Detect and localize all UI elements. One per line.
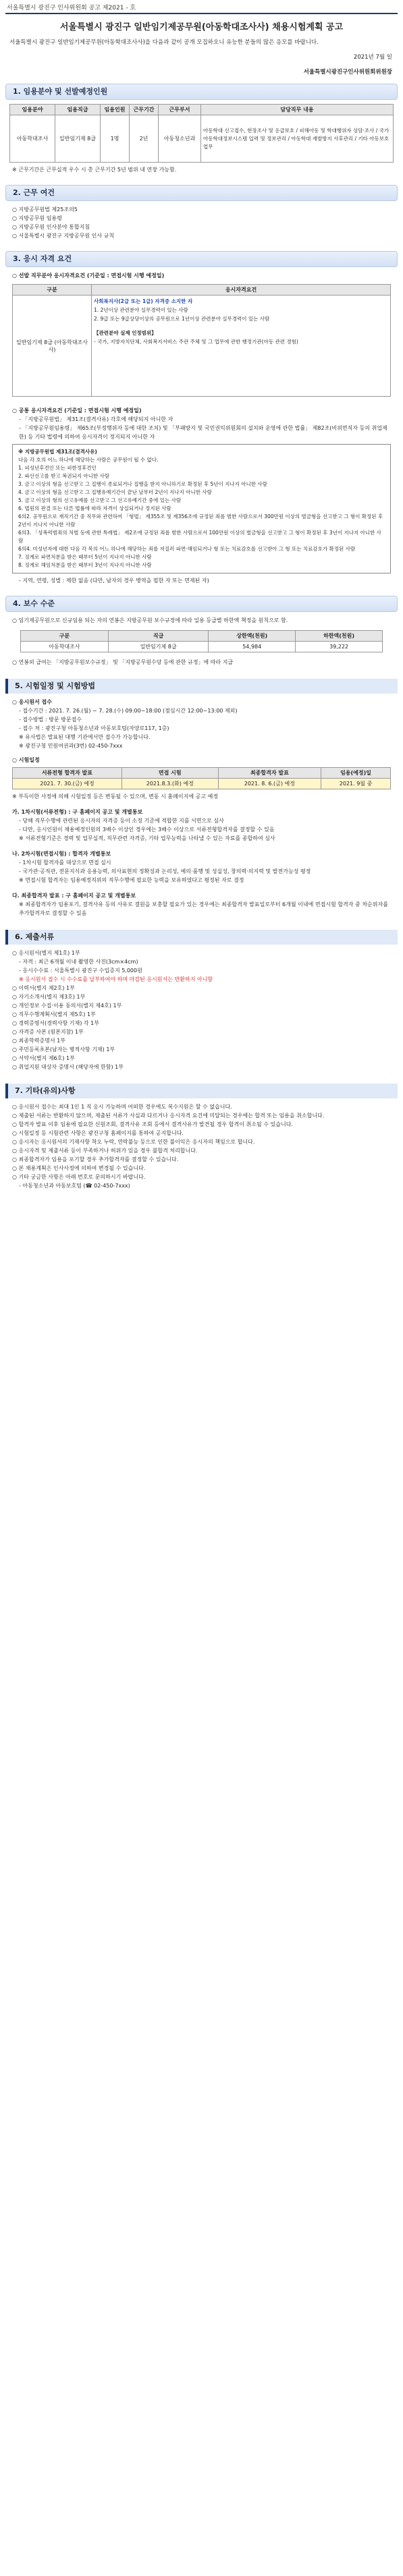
- table-cell: 아동학대 신고접수, 현장조사 및 응급보호 / 피해아동 및 학대행위자 상담·조사 / 국가아동학대정보시스템 입력 및 정보관리 / 아동학대 재발방지 사후관리 / 기타 아동보호 업무: [201, 115, 394, 163]
- list-item: ○ 기타 궁금한 사항은 아래 번호로 문의하시기 바랍니다.: [12, 1174, 146, 1180]
- page-title: 서울특별시 광진구 일반임기제공무원(아동학대조사사) 채용시험계획 공고: [59, 22, 344, 32]
- list-item: ○ 서약서(별지 제6호) 1부: [12, 1055, 75, 1061]
- table-header: 임용직급: [55, 105, 101, 115]
- table-cell: 54,984: [209, 642, 296, 652]
- section-1-header: 1. 임용분야 및 선발예정인원: [5, 84, 398, 100]
- list-item: ※ 유사법은 발표된 대행 기관에서만 접수가 가능합니다.: [19, 734, 151, 740]
- s4-note: ○ 연봉외 급여는 「지방공무원보수규정」 및 「지방공무원수당 등에 관한 규정」에 따라 지급: [12, 659, 234, 665]
- step1-title: 가. 1차시험(서류전형) : 구 홈페이지 공고 및 개별통보: [12, 809, 143, 815]
- disqualification-box: [12, 444, 391, 573]
- sched-note: ※ 부득이한 사정에 의해 시험일정 등은 변동될 수 있으며, 변동 시 홈페이지에 공고 예정: [12, 793, 219, 800]
- list-item: - 「지방공무원법」 제31조(결격사유) 각호에 해당되지 아니한 자: [19, 416, 173, 422]
- table-cell: [92, 296, 391, 397]
- list-item: - 당해 직무수행에 관련된 응시자의 자격증 등이 소정 기준에 적합한 지를 서면으로 심사: [19, 818, 224, 824]
- list-item: ※ 면접시험 합격자는 임용예정직위의 직무수행에 필요한 능력을 보유하였다고 평정된 자로 결정: [19, 877, 244, 883]
- box-line: 7. 징계로 파면처분을 받은 때부터 5년이 지나지 아니한 사람: [18, 554, 152, 560]
- table-cell: 아동청소년과: [159, 115, 201, 163]
- list-item: - 국가관·공직관, 전문지식과 응용능력, 의사표현의 정확성과 논리성, 예의·품행 및 성실성, 창의력·의지력 및 발전가능성 평정: [19, 868, 311, 874]
- table-cell: 2021. 7. 30.(금) 예정: [13, 779, 122, 789]
- list-item: - 접수기간 : 2021. 7. 26.(월) ~ 7. 28.(수) 09:00~18:00 (점심시간 12:00~13:00 제외): [19, 708, 238, 714]
- box-line: 6의4. 미성년자에 대한 다음 각 목의 어느 하나에 해당하는 죄를 저질러 파면·해임되거나 형 또는 치료감호를 선고받아 그 형 또는 치료감호가 확정된 사람: [18, 546, 356, 552]
- salary-table: [20, 630, 383, 652]
- table-cell: 아동학대조사: [21, 642, 109, 652]
- list-item: ○ 제출된 서류는 반환하지 않으며, 제출된 서류가 사실과 다르거나 응시자격 요건에 미달되는 경우에는 합격 또는 임용을 취소합니다.: [12, 1113, 325, 1119]
- table-cell: 2년: [130, 115, 159, 163]
- table-header: 근무기간: [130, 105, 159, 115]
- schedule-table: [12, 767, 391, 789]
- list-item: ○ 지방공무원법 제25조의5: [12, 206, 78, 213]
- req-title: 사회복지사(2급 또는 1급) 자격증 소지한 자: [94, 298, 193, 304]
- req-line: 1. 2년이상 관련분야 실무경력이 있는 사람: [94, 307, 188, 313]
- table-header: 임용분야: [10, 105, 55, 115]
- list-item: ○ 서울특별시 광진구 지방공무원 인사 규칙: [12, 233, 115, 239]
- list-item: ※ 광진구청 민원여권과(3번) 02-450-7xxx: [19, 743, 123, 749]
- section-3-header: 3. 응시 자격 요건: [5, 251, 398, 267]
- list-item: ○ 본 채용계획은 인사사정에 의하여 변경될 수 있습니다.: [12, 1165, 146, 1171]
- list-item: - 아동청소년과 아동보호팀 (☎ 02-450-7xxx): [19, 1183, 130, 1189]
- list-item: - 응시수수료 : 서울특별시 광진구 수입증지 5,000원: [19, 968, 142, 974]
- qualification-table: [12, 284, 391, 397]
- list-item: ○ 자격증 사본 (원본지참) 1부: [12, 1029, 84, 1035]
- table-header: 직급: [108, 631, 208, 642]
- list-item: ○ 최종합격자가 임용을 포기할 경우 추가합격자를 결정할 수 있습니다.: [12, 1156, 179, 1163]
- list-item: ○ 응시원서 접수는 최대 1인 1 직 응시 가능하며 어떠한 경우에도 복수지원은 할 수 없습니다.: [12, 1104, 232, 1110]
- list-item: ○ 취업지원 대상자 증명서 (해당자에 한함) 1부: [12, 1064, 124, 1070]
- table-header: 담당직무 내용: [201, 105, 394, 115]
- table-cell: 일반임기제 8급 (아동학대조사사): [13, 296, 92, 397]
- table-header: 응시자격요건: [92, 285, 391, 296]
- section-6-header: 6. 제출서류: [5, 930, 398, 945]
- list-item: ○ 지방공무원 임용령: [12, 215, 62, 221]
- s3-common-label: ○ 공통 응시자격요건 (기준일 : 면접시험 시행 예정일): [12, 408, 142, 414]
- pref-line: - 국가, 지방자치단체, 사회복지서비스 주관 주체 및 그 업무에 관한 행정기관(아동 관련 경험): [94, 339, 298, 345]
- table-header: 하한액(천원): [296, 631, 383, 642]
- box-line: 다음 각 호의 어느 하나에 해당하는 사람은 공무원이 될 수 없다.: [18, 457, 159, 463]
- issuer: 서울특별시광진구인사위원회위원장: [303, 69, 392, 76]
- list-item: ○ 시험일정 등 시험관련 사항은 광진구청 홈페이지를 통하여 공지합니다.: [12, 1130, 184, 1136]
- table-cell: 2021. 8. 6.(금) 예정: [218, 779, 321, 789]
- list-item: ※ 최종합격자가 임용포기, 결격사유 등의 사유로 결원을 보충할 필요가 있는 경우에는 최종합격자 발표일로부터 6개월 이내에 면접시험 합격자 중 차순위자를 추가합격자로 결정할 수 있음: [19, 901, 388, 916]
- list-item: ○ 개인정보 수집·이용 동의서(별지 제4호) 1부: [12, 1003, 122, 1009]
- req-line: 2. 9급 또는 9급상당이상의 공무원으로 1년이상 관련분야 실무경력이 있는 사람: [94, 316, 270, 322]
- table-header: 서류전형 합격자 발표: [13, 768, 122, 779]
- table-header: 상한액(천원): [209, 631, 296, 642]
- list-item: ○ 응시자격 및 제출서류 등이 부족하거나 허위가 있을 경우 불합격 처리합니다.: [12, 1148, 198, 1154]
- list-item: - 접수 처 : 광진구청 아동청소년과 아동보호팀(자양로117, 1층): [19, 725, 169, 731]
- header-rule: [5, 13, 398, 14]
- list-item: ○ 이력서(별지 제2호) 1부: [12, 985, 75, 991]
- list-item: ○ 응시자는 응시원서의 기재사항 착오 누락, 연락불능 등으로 인한 불이익은 응시자의 책임으로 합니다.: [12, 1139, 255, 1145]
- list-item: ○ 자기소개서(별지 제3호) 1부: [12, 994, 86, 1000]
- pref-title: 【관련분야 실제 인정범위】: [94, 330, 157, 336]
- list-item: ○ 최종학력증명서 1부: [12, 1038, 65, 1044]
- table-cell: 일반임기제 8급: [55, 115, 101, 163]
- table-header: 임용인원: [101, 105, 130, 115]
- sched-title: ○ 시험일정: [12, 757, 40, 763]
- box-line: 6의3. 「성폭력범죄의 처벌 등에 관한 특례법」 제2조에 규정된 죄를 범한 사람으로서 100만원 이상의 벌금형을 선고받고 그 형이 확정된 후 3년이 지나지 아니한 사람: [18, 530, 381, 544]
- box-line: 2. 파산선고를 받고 복권되지 아니한 사람: [18, 473, 109, 479]
- table-cell: 39,222: [296, 642, 383, 652]
- table-header: 구분: [13, 285, 92, 296]
- list-item: ※ 서류전형기준은 경력 및 업무실적, 직무관련 자격증, 기타 업무능력을 나타낼 수 있는 자료를 종합하여 심사: [19, 835, 275, 841]
- section-5-header: 5. 시험일정 및 시험방법: [5, 679, 398, 694]
- notice-date: 2021년 7월 일: [353, 54, 392, 61]
- list-item: ○ 직무수행계획서(별지 제5호) 1부: [12, 1011, 96, 1017]
- s4-line: ○ 임기제공무원으로 신규임용 되는 자의 연봉은 지방공무원 보수규정에 따라 일용 등급별 하한액 책정을 원칙으로 함.: [12, 617, 288, 623]
- box-line: 6의2. 공무원으로 재직기간 중 직무와 관련하여 「형법」 제355조 및 제356조에 규정된 죄를 범한 사람으로서 300만원 이상의 벌금형을 선고받고 그 형이 확정된 후 2년이 지나지 아니한 사람: [18, 513, 383, 528]
- list-item: ※ 응시원서 접수 시 수수료를 납부하여야 하며 마감된 응시원서는 반환하지 아니함: [19, 976, 213, 982]
- table-header: 구분: [21, 631, 109, 642]
- list-item: ○ 경력증명서(경력사항 기재) 각 1부: [12, 1020, 99, 1026]
- list-item: - 「지방공무원임용령」 제65조(부정행위자 등에 대한 조치) 및 「부패방지 및 국민권익위원회의 설치와 운영에 관한 법률」 제82조(비위면직자 등의 취업제한) 등 기타 법령에 의하여 응시자격이 정지되지 아니한 자: [19, 425, 387, 440]
- table-cell: 1명: [101, 115, 130, 163]
- step2-title: 나. 2차시험(면접시험) : 합격자 개별통보: [12, 851, 111, 857]
- box-line: 3. 금고 이상의 형을 선고받고 그 집행이 종료되거나 집행을 받지 아니하기로 확정된 후 5년이 지나지 아니한 사람: [18, 481, 267, 487]
- list-item: - 다만, 응시인원이 채용예정인원의 3배수 이상인 경우에는 3배수 이상으로 서류전형합격자를 결정할 수 있음: [19, 827, 275, 833]
- list-item: - 자격 : 최근 6개월 이내 촬영한 사진(3cm×4cm): [19, 959, 138, 965]
- list-item: - 1차시험 합격자를 대상으로 면접 실시: [19, 860, 111, 866]
- box-line: 6. 법원의 판결 또는 다른 법률에 따라 자격이 상실되거나 정지된 사람: [18, 505, 171, 511]
- table-header: 임용(예정)일: [321, 768, 391, 779]
- table-cell: 일반임기제 8급: [108, 642, 208, 652]
- list-item: ○ 지방공무원 인사분야 통합지침: [12, 224, 90, 230]
- box-title: ※ 지방공무원법 제31조(결격사유): [18, 449, 97, 455]
- notice-number: 서울특별시 광진구 인사위원회 공고 제2021 - 호: [7, 5, 136, 11]
- section-2-header: 2. 근무 여건: [5, 185, 398, 201]
- s3-label: ○ 선발 직무분야 응시자격요건 (기준일 : 면접시험 시행 예정일): [12, 273, 165, 279]
- section-4-header: 4. 보수 수준: [5, 596, 398, 612]
- table-cell: 아동학대조사: [10, 115, 55, 163]
- table-header: 근무부서: [159, 105, 201, 115]
- apply-title: ○ 응시원서 접수: [12, 699, 52, 705]
- table-cell: 2021.8.3.(화) 예정: [122, 779, 218, 789]
- table-header: 최종합격자 발표: [218, 768, 321, 779]
- list-item: - 지역, 연령, 성별 : 제한 없음 (다만, 남자의 경우 병역을 필한 자 또는 면제된 자): [19, 578, 209, 584]
- intro-text: 서울특별시 광진구 일반임기제공무원(아동학대조사사)을 다음과 같이 공개 모집하오니 유능한 분들의 많은 응모를 바랍니다.: [9, 39, 319, 46]
- box-line: 8. 징계로 해임처분을 받은 때부터 3년이 지나지 아니한 사람: [18, 562, 152, 568]
- list-item: ○ 응시원서(별지 제1호) 1부: [12, 950, 80, 956]
- box-line: 5. 금고 이상의 형의 선고유예를 선고받고 그 선고유예기간 중에 있는 사람: [18, 497, 182, 503]
- list-item: ○ 합격자 발표 이후 임용에 필요한 신원조회, 결격사유 조회 등에서 결격사유가 발견될 경우 합격이 취소될 수 있습니다.: [12, 1121, 293, 1127]
- section-1-note: ※ 근무기간은 근무실적 우수 시 총 근무기간 5년 범위 내 연장 가능함.: [12, 167, 177, 173]
- final-title: 다. 최종합격자 발표 : 구 홈페이지 공고 및 개별통보: [12, 893, 136, 899]
- list-item: - 접수방법 : 방문 방문접수: [19, 717, 82, 723]
- table-cell: 2021. 9월 중: [321, 779, 391, 789]
- box-line: 1. 피성년후견인 또는 피한정후견인: [18, 465, 97, 471]
- positions-table: [9, 104, 394, 163]
- box-line: 4. 금고 이상의 형을 선고받고 그 집행유예기간이 끝난 날부터 2년이 지나지 아니한 사람: [18, 489, 212, 495]
- table-header: 면접 시험: [122, 768, 218, 779]
- list-item: ○ 주민등록초본(남자는 병적사항 기재) 1부: [12, 1046, 115, 1053]
- section-7-header: 7. 기타(유의)사항: [5, 1084, 398, 1098]
